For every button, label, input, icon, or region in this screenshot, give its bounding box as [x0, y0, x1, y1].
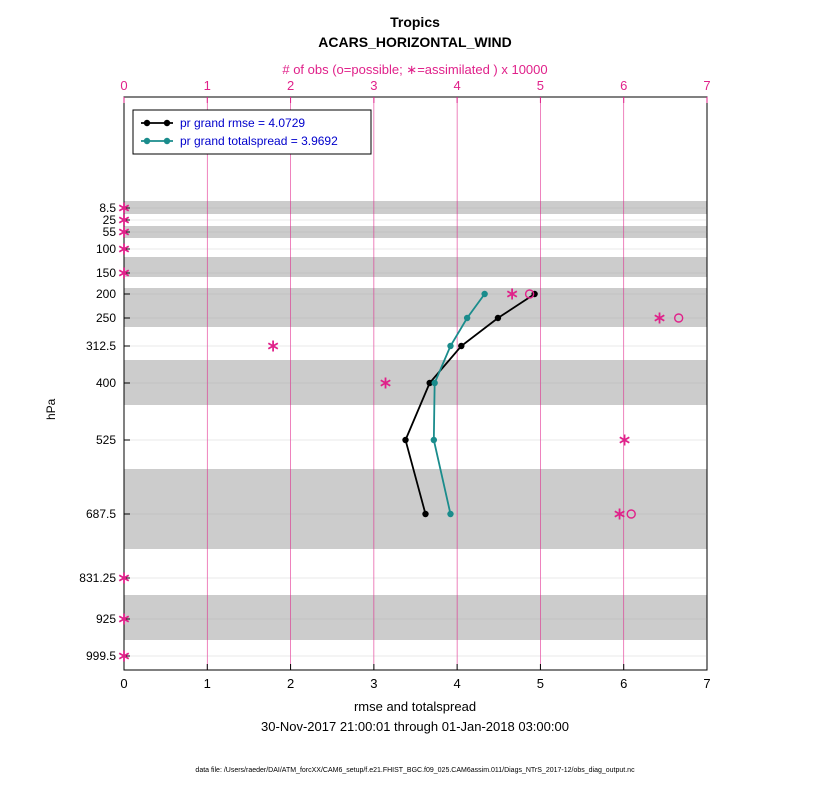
xtick-bottom-label-7: 7: [703, 676, 711, 691]
ytick-label-400: 400: [95, 376, 116, 390]
series-point-1-5: [447, 511, 453, 517]
xtick-bottom-label-5: 5: [536, 676, 545, 691]
ytick-label-925: 925: [95, 612, 116, 626]
ytick-label-55: 55: [102, 225, 116, 239]
data-file-label: data file: /Users/raeder/DAI/ATM_forcXX/CAM6_setup/f.e21.FHIST_BGC.f09_025.CAM6assim.011/Diags_NTrS_2017-12/obs_diag_output.nc: [195, 767, 635, 774]
xtick-top-label-6: 6: [620, 78, 628, 93]
series-point-0-2: [458, 343, 464, 349]
xtick-top-label-5: 5: [536, 78, 545, 93]
xtick-bottom-label-4: 4: [453, 676, 461, 691]
xtick-top-label-0: 0: [120, 78, 128, 93]
legend-marker-b-1: [164, 138, 170, 144]
ytick-label-312.5: 312.5: [85, 339, 116, 353]
ytick-label-8.5: 8.5: [99, 201, 116, 215]
series-point-1-2: [447, 343, 453, 349]
shaded-band-0: [124, 201, 707, 214]
legend-label-0: pr grand rmse = 4.0729: [180, 116, 306, 130]
series-point-0-5: [422, 511, 428, 517]
ytick-label-150: 150: [95, 266, 116, 280]
ytick-label-100: 100: [95, 242, 116, 256]
date-range-label: 30-Nov-2017 21:00:01 through 01-Jan-2018 03:00:00: [261, 719, 569, 734]
ytick-label-25: 25: [102, 213, 116, 227]
legend-marker-a-1: [144, 138, 150, 144]
ytick-label-999.5: 999.5: [85, 649, 116, 663]
legend-marker-a-0: [144, 120, 150, 126]
xtick-top-label-2: 2: [286, 78, 295, 93]
ytick-label-687.5: 687.5: [85, 507, 116, 521]
ytick-label-200: 200: [95, 287, 116, 301]
series-point-1-4: [431, 437, 437, 443]
top-axis-label: # of obs (o=possible; ∗=assimilated ) x 10000: [282, 62, 548, 77]
shaded-band-4: [124, 360, 707, 405]
xtick-bottom-label-0: 0: [120, 676, 128, 691]
xtick-bottom-label-3: 3: [370, 676, 378, 691]
series-point-1-3: [431, 380, 437, 386]
page-title: Tropics: [390, 14, 440, 30]
series-point-1-0: [481, 291, 487, 297]
xtick-bottom-label-6: 6: [620, 676, 628, 691]
ytick-label-250: 250: [95, 311, 116, 325]
shaded-band-2: [124, 257, 707, 277]
series-point-0-1: [495, 315, 501, 321]
page-subtitle: ACARS_HORIZONTAL_WIND: [318, 34, 512, 50]
series-point-0-4: [402, 437, 408, 443]
ytick-label-525: 525: [95, 433, 116, 447]
bottom-axis-label: rmse and totalspread: [353, 699, 477, 714]
y-axis-label: hPa: [44, 398, 58, 420]
xtick-top-label-1: 1: [203, 78, 211, 93]
legend-label-1: pr grand totalspread = 3.9692: [180, 134, 338, 148]
shaded-band-6: [124, 595, 707, 640]
xtick-top-label-3: 3: [370, 78, 378, 93]
ytick-label-831.25: 831.25: [79, 571, 116, 585]
xtick-top-label-7: 7: [703, 78, 711, 93]
legend-marker-b-0: [164, 120, 170, 126]
series-point-1-1: [464, 315, 470, 321]
xtick-top-label-4: 4: [453, 78, 461, 93]
xtick-bottom-label-2: 2: [286, 676, 295, 691]
xtick-bottom-label-1: 1: [203, 676, 211, 691]
